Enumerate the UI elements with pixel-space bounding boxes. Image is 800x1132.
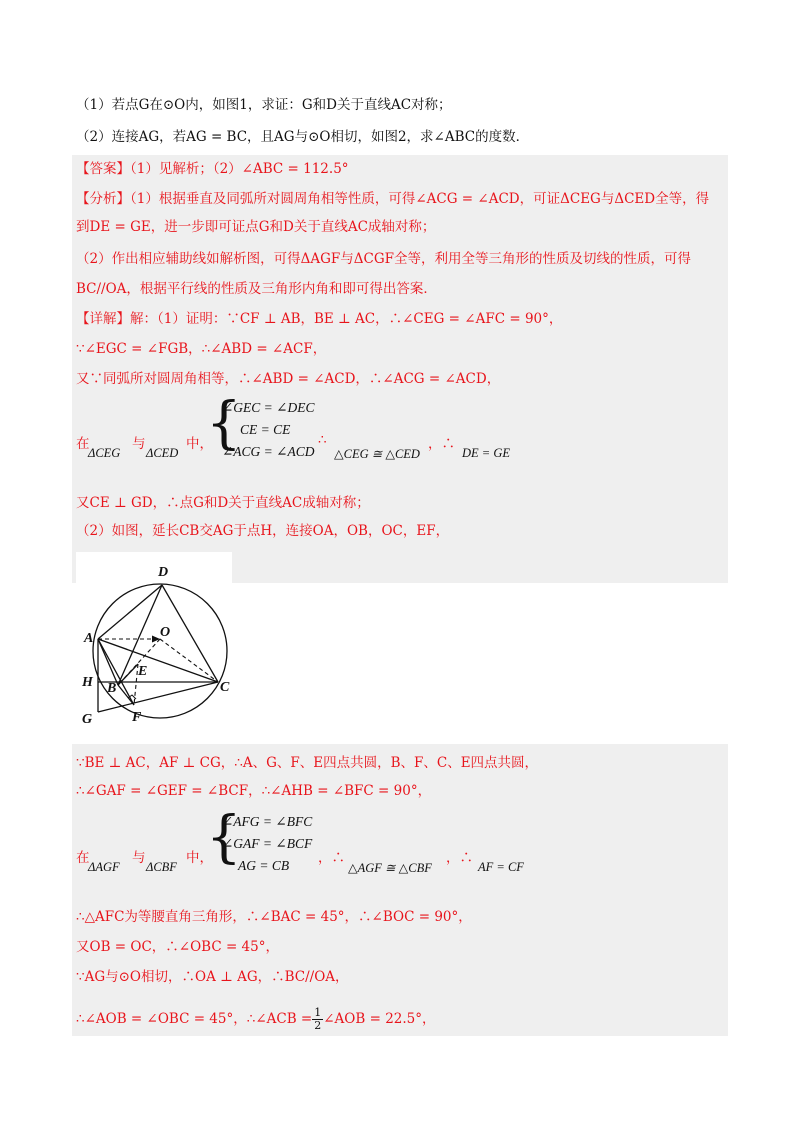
detail-line-11-b: ∠AOB = 22.5°， <box>323 1011 436 1027</box>
dashed-OC <box>160 639 218 682</box>
label-E: E <box>138 664 148 679</box>
line-AB <box>98 639 118 685</box>
fraction-denominator: 2 <box>314 1019 322 1032</box>
sys2-brace: { <box>206 805 242 870</box>
geometry-figure <box>76 552 232 740</box>
sys2-row-2: ∠GAF = ∠BCF <box>222 836 313 851</box>
sys2-row-1: ∠AFG = ∠BFC <box>222 814 313 829</box>
sys2-and: 与 <box>132 850 146 866</box>
sys2-therefore: ，∴ <box>318 850 345 866</box>
label-A: A <box>84 631 94 646</box>
label-H: H <box>82 675 93 690</box>
geometry-figure-svg <box>76 552 232 740</box>
detail-line-10: ∵AG与⊙O相切，∴OA ⊥ AG，∴BC//OA， <box>76 969 349 985</box>
detail-line-8: ∴△AFC为等腰直角三角形，∴∠BAC = 45°，∴∠BOC = 90°， <box>76 909 472 925</box>
detail-line-6: ∵BE ⊥ AC，AF ⊥ CG，∴A、G、F、E四点共圆，B、F、C、E四点共圆， <box>76 755 539 771</box>
analysis-line-3: （2）作出相应辅助线如解析图，可得ΔAGF与ΔCGF全等，利用全等三角形的性质及切线的性质，可得 <box>76 251 691 267</box>
sys2-therefore-2: ，∴ <box>446 850 473 866</box>
sys1-therefore: ∴ <box>318 432 327 448</box>
fraction-one-half <box>312 1007 323 1032</box>
detail-line-1 <box>76 306 728 332</box>
detail-line-11-a: ∴∠AOB = ∠OBC = 45°，∴∠ACB = <box>76 1011 313 1027</box>
detail-line-11 <box>76 1002 728 1036</box>
sys1-row-3: ∠ACG = ∠ACD <box>222 444 315 459</box>
sys1-triangle-1: ΔCEG <box>88 446 121 460</box>
sys1-pre: 在 <box>76 436 90 452</box>
detail-tag: 【详解】 <box>76 311 130 327</box>
sys2-triangle-1: ΔAGF <box>88 860 120 874</box>
question-line-1: （1）若点G在⊙O内，如图1，求证：G和D关于直线AC对称； <box>76 97 452 113</box>
sys1-result: DE = GE <box>462 446 511 460</box>
analysis-line-4: BC//OA，根据平行线的性质及三角形内角和即可得出答案． <box>76 281 437 297</box>
sys1-brace: { <box>206 391 242 456</box>
analysis-tag: 【分析】 <box>76 191 130 207</box>
detail-line-7: ∴∠GAF = ∠GEF = ∠BCF，∴∠AHB = ∠BFC = 90°， <box>76 783 432 799</box>
answer-text: （1）见解析；（2）∠ABC = 112.5° <box>130 161 349 177</box>
answer-tag: 【答案】 <box>76 161 130 177</box>
label-F: F <box>132 710 142 725</box>
analysis-line-1 <box>76 186 728 212</box>
detail-line-3: 又∵同弧所对圆周角相等，∴∠ABD = ∠ACD，∴∠ACG = ∠ACD， <box>76 371 501 387</box>
sys1-mid: 中， <box>186 436 213 452</box>
line-DC <box>162 585 218 682</box>
detail-line-2: ∵∠EGC = ∠FGB，∴∠ABD = ∠ACF， <box>76 341 327 357</box>
sys1-row-2: CE = CE <box>240 422 291 437</box>
label-G: G <box>82 712 93 727</box>
sys2-row-3: AG = CB <box>238 858 290 873</box>
label-B: B <box>107 681 117 696</box>
sys1-row-1: ∠GEC = ∠DEC <box>222 400 315 415</box>
sys1-therefore-2: ，∴ <box>428 436 455 452</box>
line-AC <box>98 639 218 682</box>
question-line-2: （2）连接AG，若AG = BC，且AG与⊙O相切，如图2，求∠ABC的度数． <box>76 129 530 145</box>
answer-line <box>76 156 728 182</box>
detail-line-5: （2）如图，延长CB交AG于点H，连接OA，OB，OC，EF， <box>76 523 450 539</box>
sys1-triangle-2: ΔCED <box>146 446 179 460</box>
label-O: O <box>160 625 171 640</box>
analysis-text-1: （1）根据垂直及同弧所对圆周角相等性质，可得∠ACG = ∠ACD，可证ΔCEG与ΔCED全等，得 <box>130 191 710 207</box>
sys2-pre: 在 <box>76 850 90 866</box>
sys2-conclusion: △AGF ≅ △CBF <box>348 861 432 875</box>
arrow-head-ao <box>152 636 160 643</box>
fraction-numerator: 1 <box>314 1006 322 1019</box>
label-D: D <box>158 565 169 580</box>
sys2-result: AF = CF <box>478 860 524 874</box>
sys1-and: 与 <box>132 436 146 452</box>
detail-line-4: 又CE ⊥ GD，∴点G和D关于直线AC成轴对称； <box>76 495 370 511</box>
sys1-conclusion: △CEG ≅ △CED <box>334 447 420 461</box>
sys2-mid: 中， <box>186 850 213 866</box>
detail-line-9: 又OB = OC，∴∠OBC = 45°， <box>76 939 279 955</box>
detail-text-1: 解：（1）证明：∵CF ⊥ AB，BE ⊥ AC，∴∠CEG = ∠AFC = 90°， <box>130 311 563 327</box>
circle-o <box>93 584 227 718</box>
line-DA <box>98 585 162 639</box>
sys2-triangle-2: ΔCBF <box>146 860 177 874</box>
label-C: C <box>220 680 230 695</box>
analysis-line-2: 到DE = GE，进一步即可证点G和D关于直线AC成轴对称； <box>76 219 436 235</box>
